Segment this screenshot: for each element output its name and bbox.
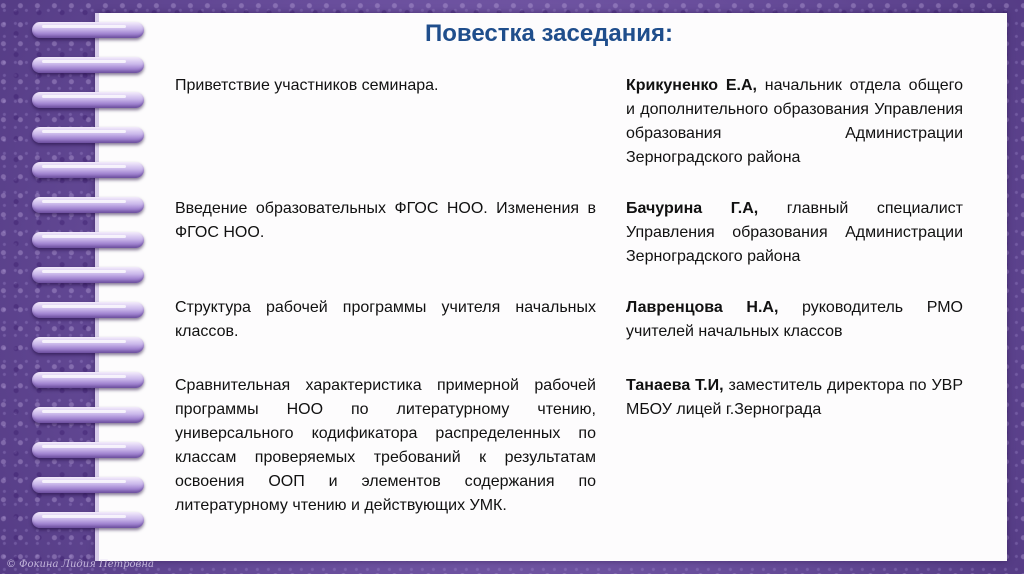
speaker-name: Бачурина Г.А, (626, 200, 759, 217)
speaker-role: начальник отдела общего и дополнительного образования Управления образования Администрации Зерноградского района (626, 77, 963, 166)
binding-ring (32, 302, 144, 318)
speaker-role: руководитель РМО учителей начальных классов (626, 299, 963, 340)
agenda-topic: Сравнительная характеристика примерной рабочей программы НОО по литературному чтению, универсального кодификатора распределенных по классам проверяемых требований к результатам освоения ООП и элементов содержания по литературному чтению и действующих УМК. (175, 377, 596, 514)
binding-ring (32, 267, 144, 283)
agenda-speaker (626, 374, 963, 422)
binding-ring (32, 372, 144, 388)
binding-ring (32, 162, 144, 178)
binding-ring (32, 477, 144, 493)
agenda-speaker (626, 74, 963, 170)
binding-ring (32, 442, 144, 458)
binding-ring (32, 127, 144, 143)
binding-ring (32, 512, 144, 528)
binding-ring (32, 337, 144, 353)
binding-ring (32, 57, 144, 73)
agenda-speaker (626, 197, 963, 269)
agenda-topic: Введение образовательных ФГОС НОО. Изменения в ФГОС НОО. (175, 200, 596, 241)
agenda-speaker (626, 296, 963, 344)
speaker-name: Лавренцова Н.А, (626, 299, 779, 316)
speaker-name: Танаева Т.И, (626, 377, 724, 394)
page-title: Повестка заседания: (425, 20, 673, 47)
speaker-role: заместитель директора по УВР МБОУ лицей г.Зернограда (626, 377, 964, 418)
speaker-role: главный специалист Управления образования Администрации Зерноградского района (626, 200, 963, 265)
author-watermark: © Фокина Лидия Петровна (6, 559, 154, 570)
speaker-name: Крикуненко Е.А, (626, 77, 757, 94)
binding-ring (32, 197, 144, 213)
binding-ring (32, 407, 144, 423)
agenda-topic: Приветствие участников семинара. (175, 77, 439, 94)
agenda-topic: Структура рабочей программы учителя начальных классов. (175, 299, 596, 340)
binding-ring (32, 232, 144, 248)
binding-ring (32, 92, 144, 108)
